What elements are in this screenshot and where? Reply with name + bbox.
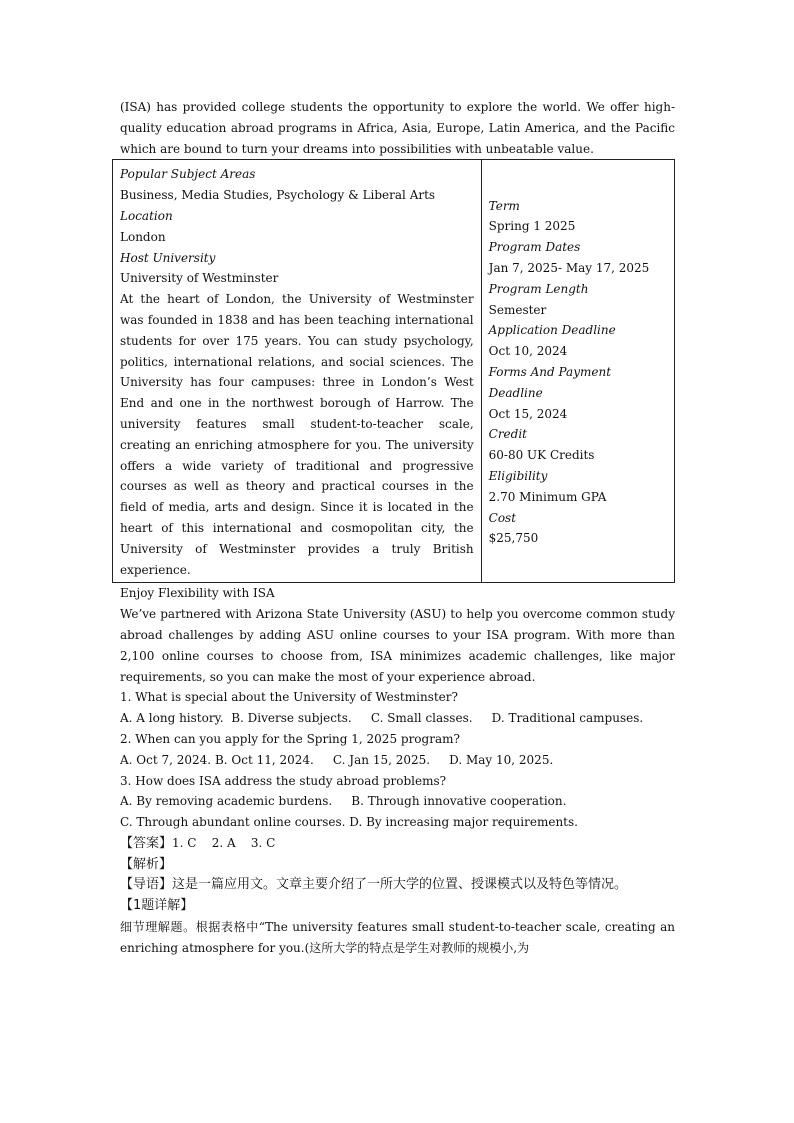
option: D. May 10, 2025.	[449, 752, 554, 767]
field-value: Business, Media Studies, Psychology & Liberal Arts	[120, 188, 436, 203]
field-label: Credit	[488, 427, 528, 442]
answer-label: 【答案】	[120, 835, 173, 851]
table-left-cell	[113, 160, 482, 583]
field-value: 60-80 UK Credits	[488, 448, 595, 463]
field-value: 2.70 Minimum GPA	[488, 489, 607, 504]
question-text: 1. What is special about the University of Westminster?	[120, 690, 458, 705]
question-options	[120, 791, 675, 812]
question-text: 3. How does ISA address the study abroad problems?	[120, 773, 447, 788]
answer-line	[120, 833, 675, 855]
question-text: 2. When can you apply for the Spring 1, 2025 program?	[120, 731, 460, 746]
q1-detail: 细节理解题。根据表格中“The university features small student-to-teacher scale, creating an enriching atmosphere for you.(这所大学的特点是学生对教师的规模小,为	[120, 920, 675, 955]
option: D. Traditional campuses.	[491, 711, 644, 726]
question-options	[120, 750, 675, 771]
question-options	[120, 708, 675, 729]
document-page	[120, 97, 675, 959]
intro-paragraph: (ISA) has provided college students the opportunity to explore the world. We offer high- quality education abroad programs in Africa, Asia, Europe, Latin America, and the Pacific which are bound to turn your dreams into possibilities with unbeatable value.	[120, 100, 675, 156]
university-description: At the heart of London, the University of Westminster was founded in 1838 and has been teaching international students for over 175 years. You can study psychology, politics, international relations, and social sciences. The University has four campuses: three in London’s West End and one in the northwest borough of Harrow. The university features small student-to-teacher scale, creating an enriching atmosphere for you. The university offers a wide variety of traditional and progressive courses as well as theory and practical courses in the field of media, arts and design. Since it is located in the heart of this international and cosmopolitan city, the University of Westminster provides a truly British experience.	[120, 292, 474, 577]
field-label: Program Dates	[488, 240, 581, 255]
option: B. Through innovative cooperation.	[351, 794, 567, 809]
option: B. Diverse subjects.	[231, 711, 352, 726]
field-value: Semester	[488, 302, 547, 317]
field-label: Cost	[488, 510, 517, 525]
option: C. Small classes.	[370, 711, 473, 726]
analysis-label: 【解析】	[120, 856, 173, 872]
option: C. Through abundant online courses.	[120, 815, 346, 830]
field-label: Application Deadline	[488, 323, 616, 338]
field-value: Oct 15, 2024	[488, 406, 568, 421]
guide-label: 【导语】	[120, 877, 173, 893]
table-right-cell	[481, 160, 674, 583]
program-info-table	[112, 159, 675, 583]
option: B. Oct 11, 2024.	[214, 752, 314, 767]
field-label: Eligibility	[488, 468, 548, 483]
guide-line	[120, 875, 675, 896]
field-label: Forms And Payment Deadline	[488, 364, 612, 400]
option: D. By increasing major requirements.	[349, 815, 578, 830]
option: A. Oct 7, 2024.	[120, 752, 212, 767]
option: C. Jan 15, 2025.	[332, 752, 431, 767]
field-value: $25,750	[488, 531, 539, 546]
answer-text: 1. C 2. A 3. C	[172, 835, 276, 850]
field-label: Location	[120, 208, 173, 223]
field-value: London	[120, 229, 166, 244]
field-label: Program Length	[488, 281, 589, 296]
field-value: Jan 7, 2025- May 17, 2025	[488, 260, 650, 275]
field-label: Host University	[120, 250, 216, 265]
question-options	[120, 812, 675, 833]
field-value: University of Westminster	[120, 271, 279, 286]
q1-label: 【1题详解】	[120, 898, 194, 914]
field-value: Oct 10, 2024	[488, 344, 568, 359]
field-label: Term	[488, 198, 520, 213]
option: A. A long history.	[120, 711, 224, 726]
option: A. By removing academic burdens.	[120, 794, 333, 809]
guide-text: 这是一篇应用文。文章主要介绍了一所大学的位置、授课模式以及特色等情况。	[172, 877, 628, 893]
field-value: Spring 1 2025	[488, 219, 576, 234]
field-label: Popular Subject Areas	[120, 167, 256, 182]
section-body: We’ve partnered with Arizona State University (ASU) to help you overcome common study abroad challenges by adding ASU online courses to your ISA program. With more than 2,100 online courses to choose from, ISA minimizes academic challenges, like major requirements, so you can make the most of your experience abroad.	[120, 607, 675, 684]
section-title: Enjoy Flexibility with ISA	[120, 586, 275, 601]
